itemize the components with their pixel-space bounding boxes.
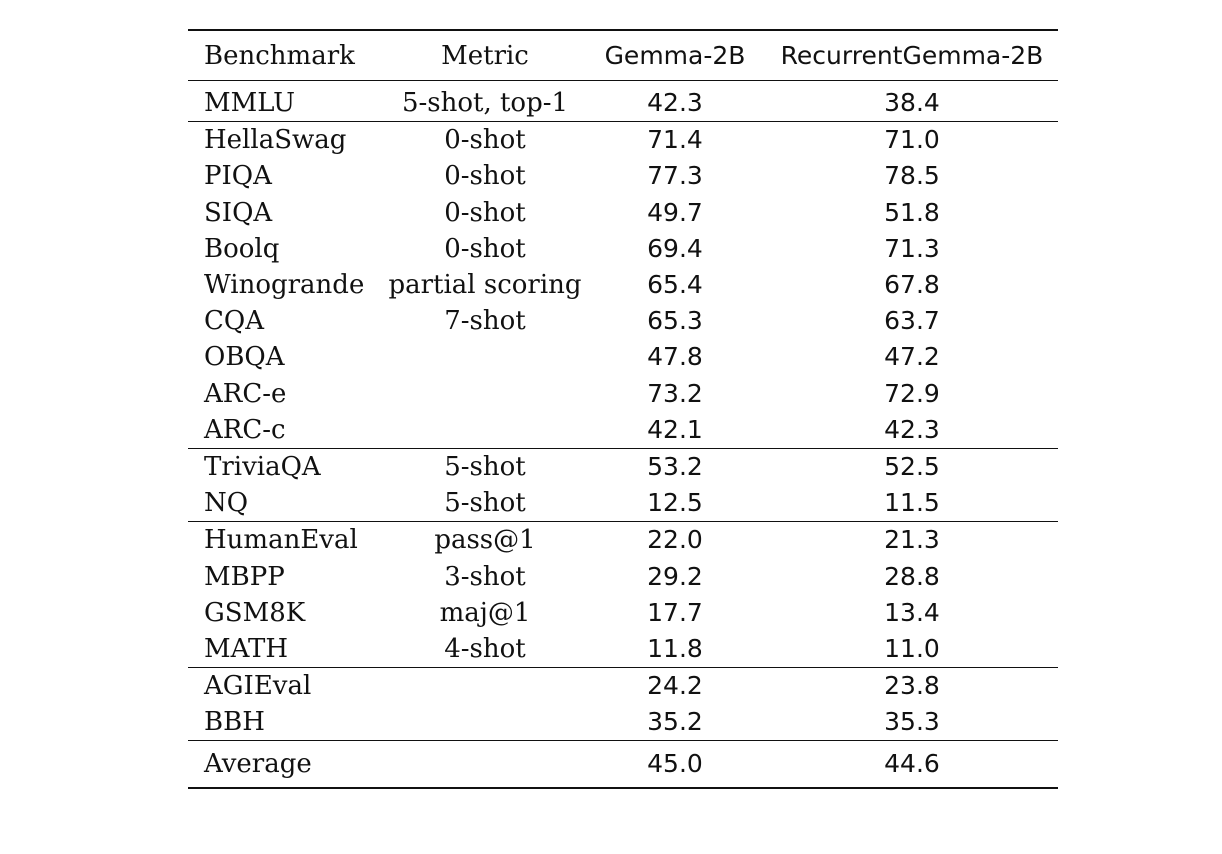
table-body [188,81,1058,741]
cell-recurrentgemma-2b: 78.5 [884,161,940,191]
cell-metric: partial scoring [388,270,582,301]
cell-recurrentgemma-2b: 38.4 [884,88,940,118]
cell-gemma-2b: 47.8 [647,342,703,372]
cell-benchmark: HumanEval [188,522,386,559]
cell-benchmark: AGIEval [188,668,386,705]
table-row [188,412,1058,449]
cell-gemma-2b: 42.3 [647,88,703,118]
cell-recurrentgemma-2b: 71.3 [884,233,940,263]
cell-metric: 0-shot [444,161,526,192]
cell-metric: 3-shot [444,561,526,592]
cell-gemma-2b: 53.2 [584,448,766,485]
cell-recurrentgemma-2b: 23.8 [766,668,1058,705]
cell-gemma-2b: 65.4 [647,270,703,300]
table-row [188,631,1058,668]
cell-metric [386,704,584,741]
table-row [188,522,1058,559]
cell-benchmark: GSM8K [204,597,306,628]
cell-metric: pass@1 [386,522,584,559]
average-row [188,741,1058,789]
cell-metric: 0-shot [444,233,526,264]
average-metric [386,741,584,789]
header-gemma-2b: Gemma-2B [584,30,766,81]
cell-gemma-2b: 73.2 [647,378,703,408]
cell-gemma-2b: 35.2 [647,707,703,737]
table-row [188,704,1058,741]
cell-recurrentgemma-2b: 63.7 [884,306,940,336]
cell-recurrentgemma-2b: 35.3 [884,707,940,737]
cell-benchmark: TriviaQA [188,448,386,485]
table-row [188,122,1058,159]
table-row [188,81,1058,122]
average-recurrentgemma-2b: 44.6 [766,741,1058,789]
average-gemma-2b: 45.0 [584,741,766,789]
cell-benchmark: ARC-e [204,378,287,409]
cell-metric: 5-shot, top-1 [401,88,569,119]
average-label: Average [188,741,386,789]
cell-recurrentgemma-2b: 21.3 [766,522,1058,559]
table-row [188,339,1058,375]
cell-metric: 0-shot [386,122,584,159]
cell-recurrentgemma-2b: 42.3 [884,414,940,444]
cell-metric: 5-shot [444,488,526,519]
cell-gemma-2b: 12.5 [647,488,703,518]
cell-recurrentgemma-2b: 28.8 [884,561,940,591]
cell-recurrentgemma-2b: 11.5 [884,488,940,518]
cell-gemma-2b: 65.3 [647,306,703,336]
cell-gemma-2b: 29.2 [647,561,703,591]
cell-benchmark: Winogrande [204,270,365,301]
table-row [188,158,1058,194]
benchmark-results-table [188,29,1058,789]
table-row [188,485,1058,522]
cell-benchmark: MBPP [204,561,285,592]
header-metric: Metric [386,30,584,81]
cell-metric [386,412,584,449]
cell-gemma-2b: 24.2 [584,668,766,705]
header-benchmark: Benchmark [188,30,386,81]
cell-benchmark: CQA [204,306,264,337]
cell-benchmark: OBQA [204,342,285,373]
cell-benchmark: ARC-c [204,414,286,445]
cell-metric: 5-shot [386,448,584,485]
cell-recurrentgemma-2b: 71.0 [766,122,1058,159]
cell-gemma-2b: 22.0 [584,522,766,559]
cell-gemma-2b: 71.4 [584,122,766,159]
cell-gemma-2b: 69.4 [647,233,703,263]
table-row [188,668,1058,705]
cell-benchmark: MATH [204,633,288,664]
table-row [188,303,1058,339]
cell-metric [386,339,584,375]
cell-recurrentgemma-2b: 72.9 [884,378,940,408]
cell-recurrentgemma-2b: 51.8 [884,197,940,227]
table-row [188,595,1058,631]
cell-metric [386,668,584,705]
table-row [188,267,1058,303]
table-row [188,558,1058,594]
cell-metric: 4-shot [444,633,526,664]
table-row [188,231,1058,267]
cell-gemma-2b: 11.8 [647,633,703,663]
cell-recurrentgemma-2b: 13.4 [884,597,940,627]
cell-benchmark: Boolq [204,233,280,264]
cell-benchmark: HellaSwag [188,122,386,159]
cell-benchmark: MMLU [204,88,295,119]
table-row [188,376,1058,412]
cell-metric: 0-shot [444,197,526,228]
cell-metric: 7-shot [444,306,526,337]
cell-recurrentgemma-2b: 52.5 [766,448,1058,485]
cell-gemma-2b: 49.7 [647,197,703,227]
header-recurrentgemma-2b: RecurrentGemma-2B [766,30,1058,81]
cell-benchmark: BBH [204,707,265,738]
cell-recurrentgemma-2b: 47.2 [884,342,940,372]
cell-benchmark: PIQA [204,161,272,192]
cell-gemma-2b: 17.7 [647,597,703,627]
table-row [188,448,1058,485]
cell-gemma-2b: 42.1 [647,414,703,444]
table-row [188,195,1058,231]
cell-gemma-2b: 77.3 [647,161,703,191]
cell-benchmark: NQ [204,488,249,519]
header-row [188,30,1058,81]
cell-benchmark: SIQA [204,197,273,228]
cell-metric [386,376,584,412]
cell-recurrentgemma-2b: 11.0 [884,633,940,663]
cell-metric: maj@1 [439,597,531,628]
cell-recurrentgemma-2b: 67.8 [884,270,940,300]
